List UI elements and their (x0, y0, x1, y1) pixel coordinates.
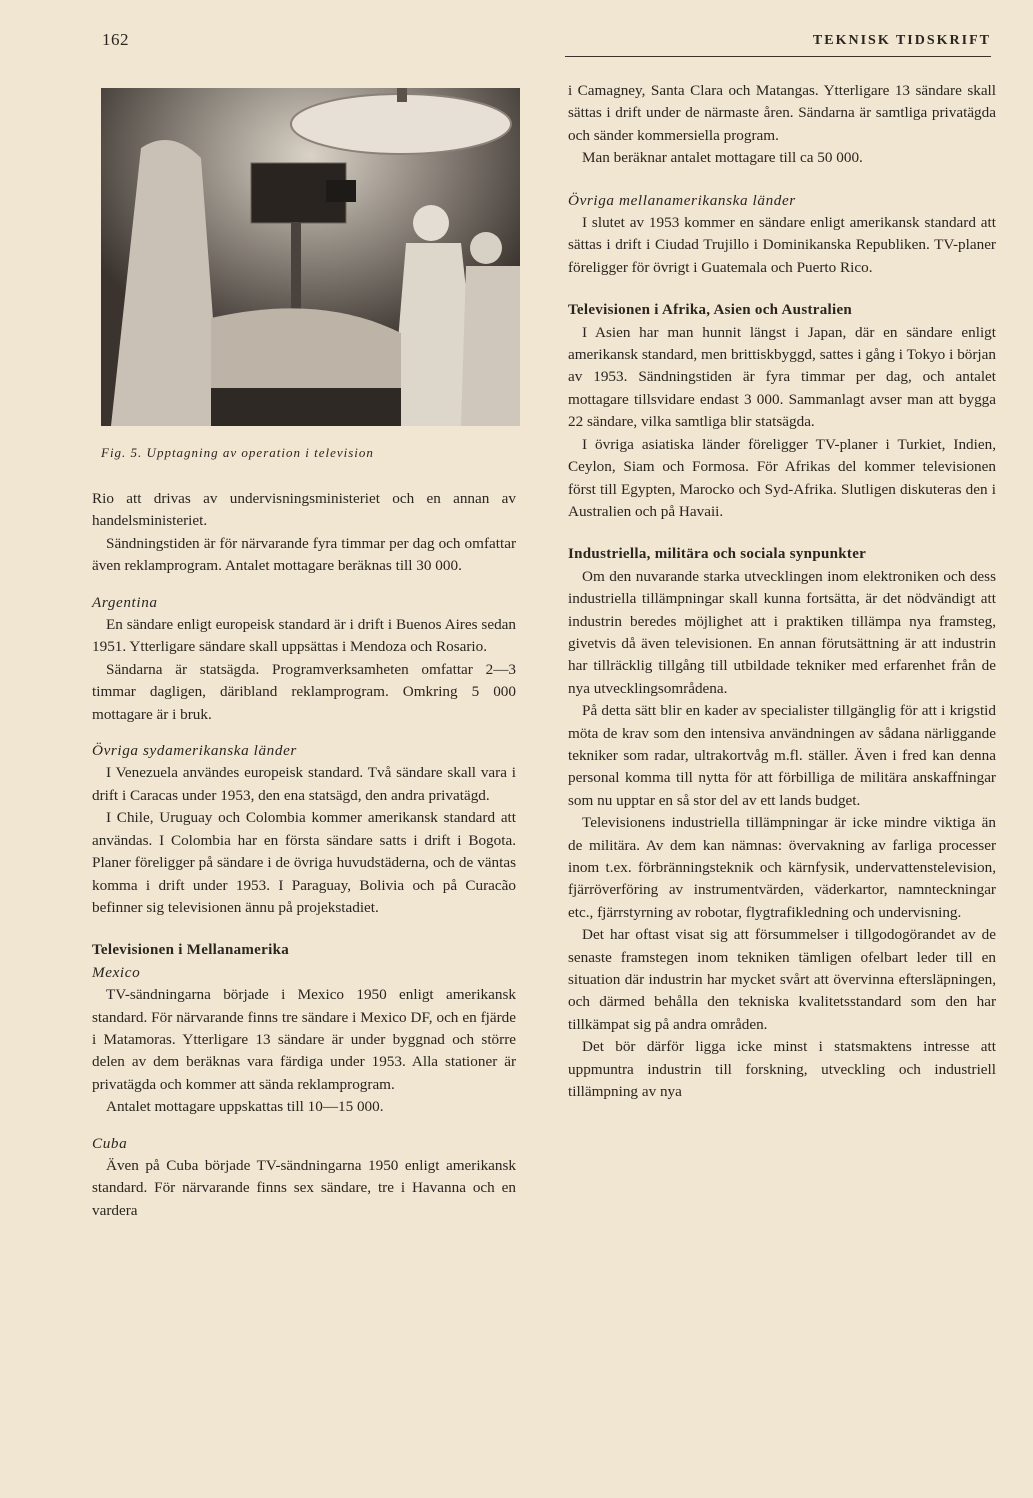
page-number: 162 (102, 30, 129, 49)
paragraph: Antalet mottagare uppskattas till 10—15 000. (106, 1098, 384, 1116)
right-column (568, 80, 996, 1103)
section-heading: Argentina (92, 593, 158, 611)
table-base (211, 388, 401, 426)
surgical-lamp (291, 94, 511, 154)
paragraph: I slutet av 1953 kommer en sändare enligt amerikansk standard att sättas i drift i Ciudad Trujillo i Dominikanska Republiken. TV-planer föreligger för övrigt i Guatemala och Puerto Rico. (568, 214, 996, 276)
paragraph: I Venezuela användes europeisk standard. Två sändare skall vara i drift i Caracas under 1953, den ena statsägd, den andra privatägd. (92, 764, 516, 804)
paragraph: Sändningstiden är för närvarande fyra timmar per dag och omfattar även reklamprogram. Antalet mottagare beräknas till 30 000. (92, 534, 516, 575)
paragraph: Man beräknar antalet mottagare till ca 50 000. (582, 149, 863, 167)
paragraph: Det bör därför ligga icke minst i statsmaktens intresse att uppmuntra industrin till forskning, utveckling och industriell tillämpning av nya (568, 1038, 996, 1101)
section-heading: Televisionen i Afrika, Asien och Australien (568, 302, 853, 319)
assistant-head (470, 232, 502, 264)
figure-caption: Fig. 5. Upptagning av operation i television (101, 445, 374, 460)
paragraph: Televisionens industriella tillämpningar är icke mindre viktiga än de militära. Av dem kan nämnas: övervakning av farliga processer inom t.ex. förbränningsteknik och kärnfysik, undervattenstelevision, fjärröverföring av instrumentvärden, väderkartor, namnteckningar etc., fjärrstyrning av robotar, flygtrafikledning och undervisning. (568, 814, 996, 921)
assistant-gown (461, 266, 520, 426)
paragraph: I övriga asiatiska länder föreligger TV-planer i Turkiet, Indien, Ceylon, Siam och Formosa. För Afrikas del kommer televisionen först till Egypten, Marocko och Syd-Afrika. Slutligen diskuteras den i Australien och på Havaii. (568, 435, 996, 520)
paragraph: Rio att drivas av undervisningsministeriet och en annan av handelsministeriet. (92, 490, 516, 530)
paragraph: En sändare enligt europeisk standard är i drift i Buenos Aires sedan 1951. Ytterligare sändare skall uppsättas i Mendoza och Rosario. (92, 616, 516, 656)
operation-photo (101, 88, 520, 426)
section-heading: Övriga sydamerikanska länder (92, 742, 297, 760)
section-heading: Industriella, militära och sociala synpunkter (568, 546, 867, 563)
paragraph: I Chile, Uruguay och Colombia kommer amerikansk standard att användas. I Colombia har en första sändare satts i drift i Bogota. Planer föreligger på sändare i de övriga huvudstäderna, och de väntas komma i drift under 1953. I Paraguay, Bolivia och på Curacão befinner sig televisionen ännu på projekstadiet. (92, 809, 516, 916)
journal-title: TEKNISK TIDSKRIFT (812, 33, 991, 48)
paragraph: Sändarna är statsägda. Programverksamheten omfattar 2—3 timmar dagligen, däribland reklamprogram. Omkring 5 000 mottagare är i bruk. (92, 660, 516, 723)
paragraph: TV-sändningarna började i Mexico 1950 enligt amerikansk standard. För närvarande finns tre sändare i Mexico DF, och en fjärde i Matamoras. Ytterligare 13 sändare är under byggnad och större delen av dem beräknas vara färdiga under 1953. Alla stationer är privatägda och kommer att sända reklamprogram. (92, 986, 516, 1093)
section-heading: Televisionen i Mellanamerika (92, 942, 290, 959)
lamp-mount (397, 88, 407, 102)
subsection-heading: Mexico (92, 963, 141, 981)
paragraph: Om den nuvarande starka utvecklingen inom elektroniken och dess industriella tillämpningar skall kunna fortsätta, är det nödvändigt att industrin beredes möjlighet att i praktiken tillämpa nya framsteg, givetvis då även televisionen. En annan förutsättning är att industrin har tillräcklig tillgång till utbildade tekniker med erfarenhet från de nya utvecklingsområdena. (568, 567, 996, 697)
camera-lens (326, 180, 356, 202)
left-column (92, 488, 516, 1222)
header-rule (565, 56, 991, 57)
nurse-head (413, 205, 449, 241)
section-heading: Övriga mellanamerikanska länder (568, 191, 796, 209)
operation-photo-drawing (101, 88, 520, 426)
paragraph: På detta sätt blir en kader av specialister tillgänglig för att i krigstid möta de krav som den intensiva användningen av sådana närliggande tekniker som radar, ultrakortvåg m.fl. ställer. Även i fred kan denna personal komma till nytta för att förbilliga de militära anskaffningar som nu upptar en så stor del av ett lands budget. (568, 702, 996, 809)
paragraph: Även på Cuba började TV-sändningarna 1950 enligt amerikansk standard. För närvarande finns sex sändare, tre i Havanna och en vardera (92, 1156, 516, 1219)
paragraph: i Camagney, Santa Clara och Matangas. Ytterligare 13 sändare skall sättas i drift under de närmaste åren. Sändarna är samtliga privatägda och sänder kommersiella program. (568, 82, 996, 144)
subsection-heading: Cuba (92, 1134, 128, 1152)
paragraph: I Asien har man hunnit längst i Japan, där en sändare enligt amerikansk standard, men brittiskbyggd, sattes i gång i Tokyo i början av 1953. Sändningstiden är fyra timmar per dag, och antalet mottagare tillsvidare endast 3 000. Sammanlagt avser man att bygga 22 sändare, vilka samtliga blir statsägda. (568, 323, 996, 431)
paragraph: Det har oftast visat sig att försummelser i tillgodogörandet av de senaste framstegen inom tekniken tämligen ofelbart leder till en situation där industrin har mycket svårt att övervinna eftersläpningen, och därmed behålla den tekniska kvalitetsstandard som den har tillkämpat sig på andra områden. (568, 926, 996, 1033)
